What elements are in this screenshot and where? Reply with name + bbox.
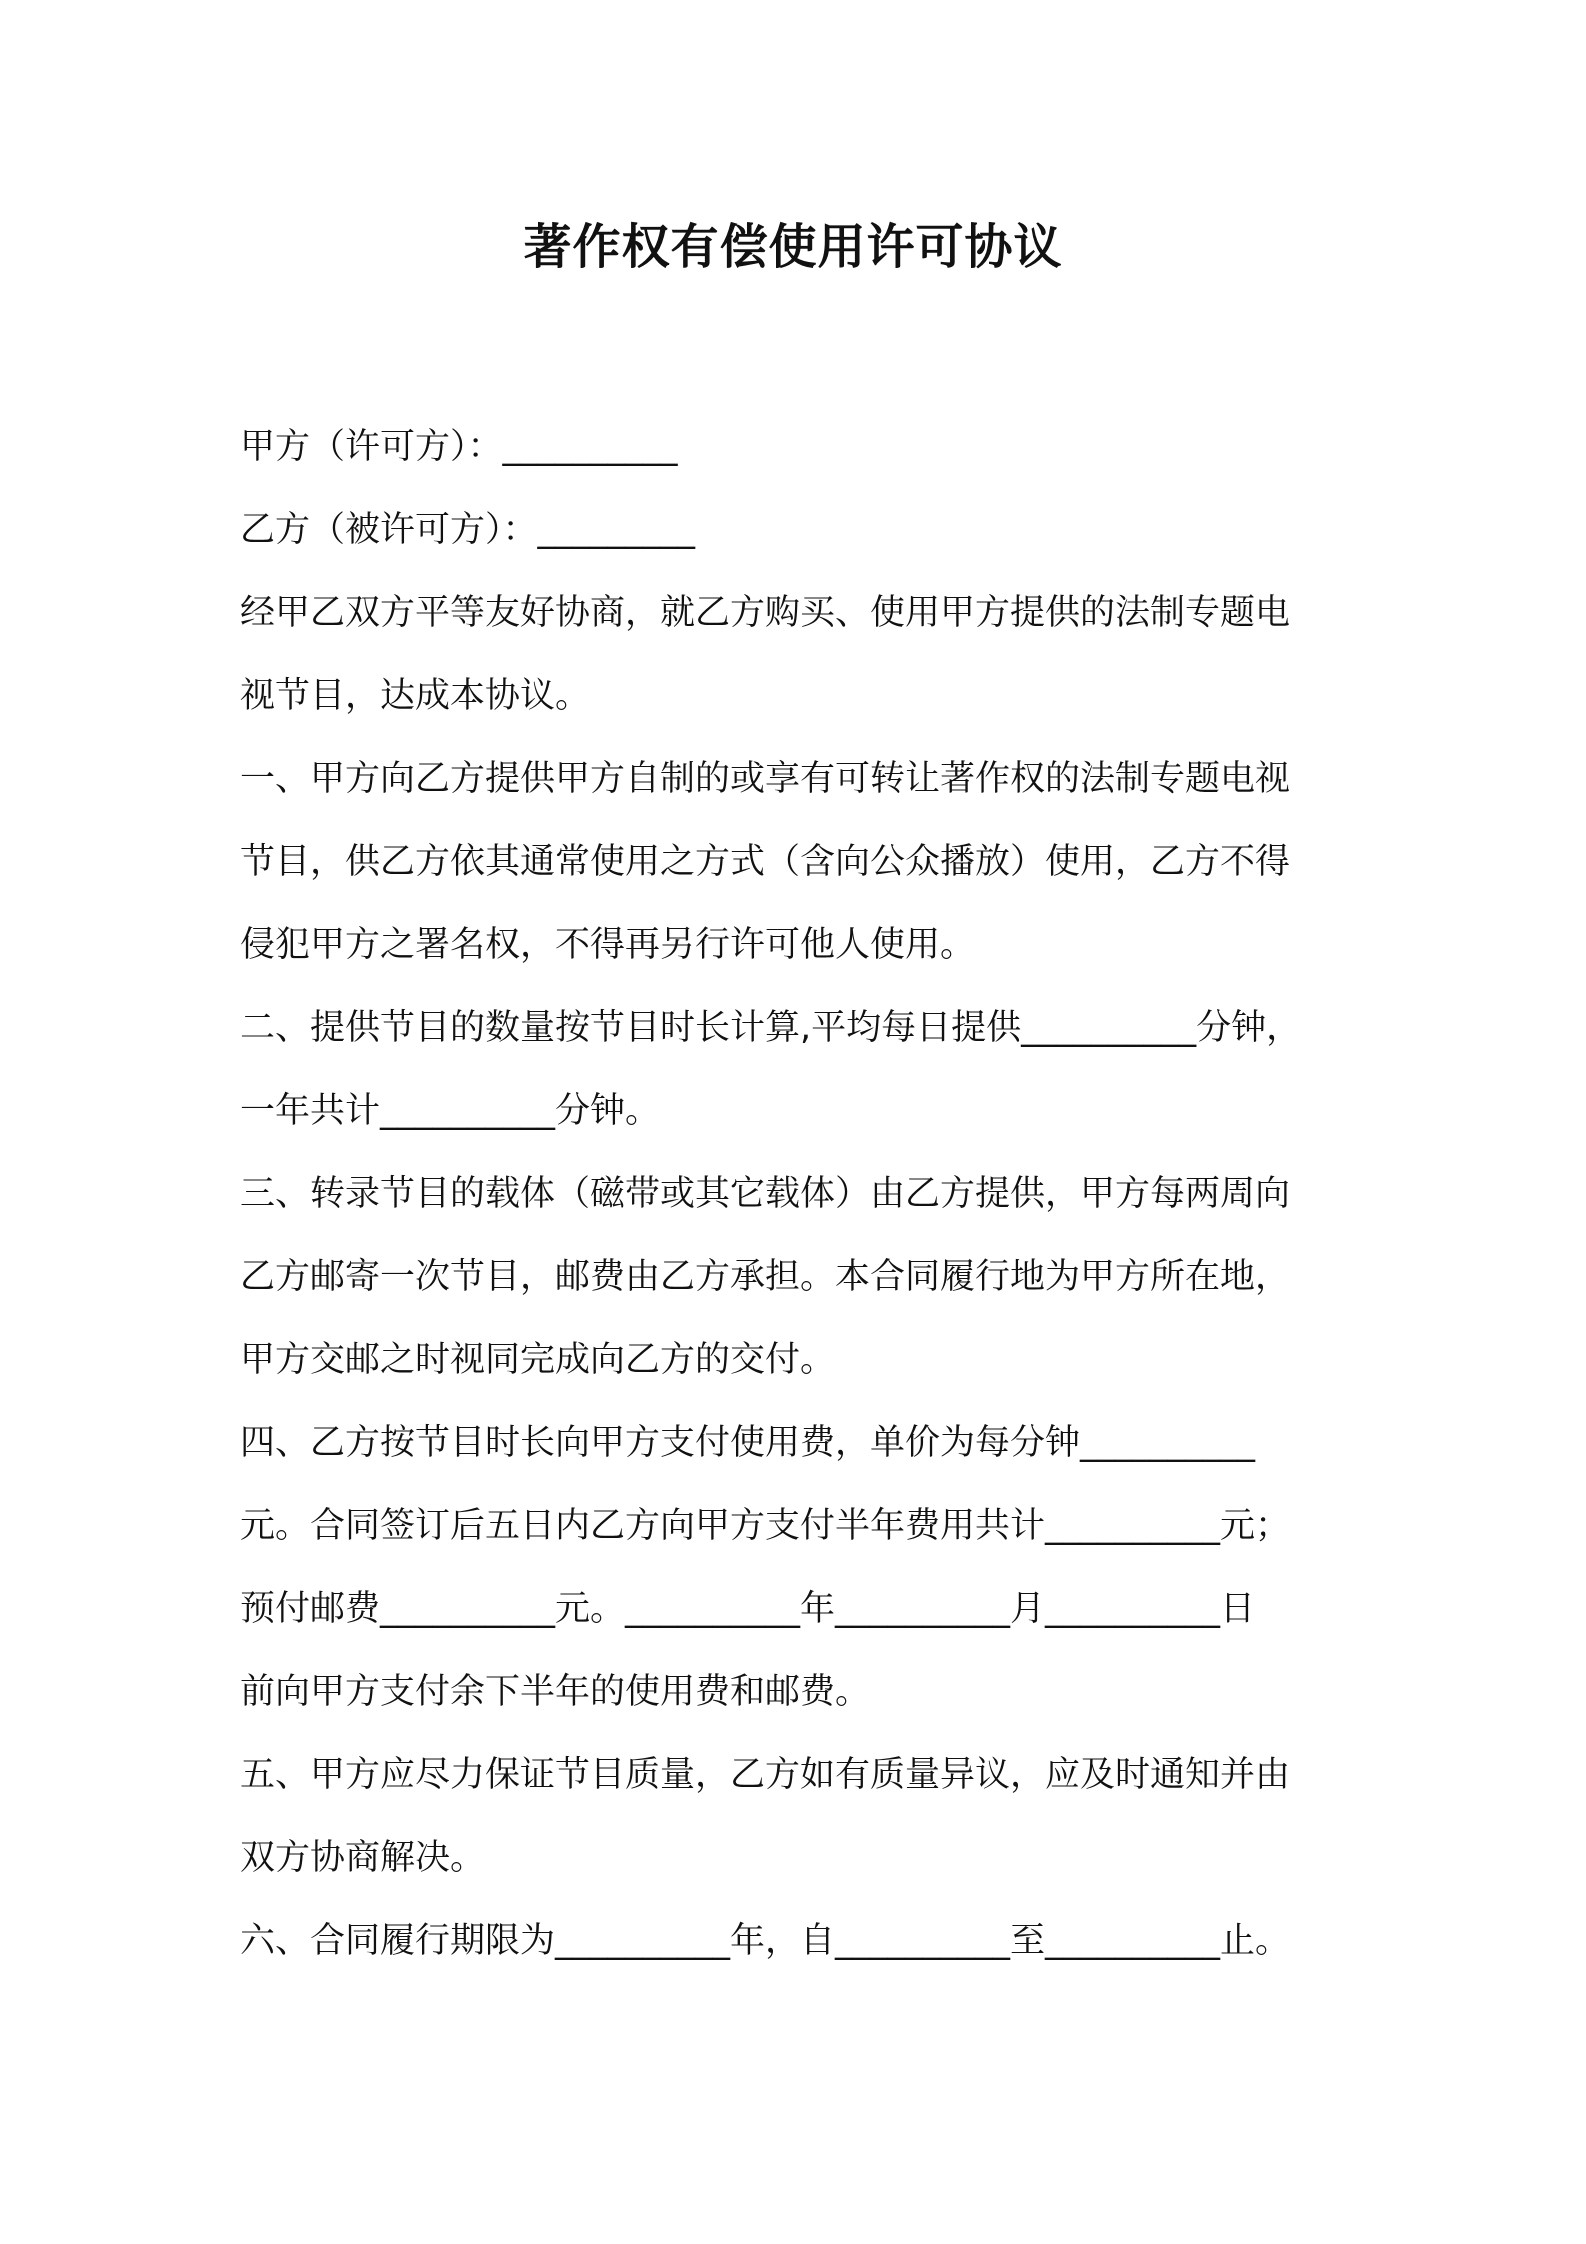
clause-2-line-1: 二、提供节目的数量按节目时长计算,平均每日提供__________分钟， bbox=[240, 1008, 1302, 1048]
clause-3-line-3: 甲方交邮之时视同完成向乙方的交付。 bbox=[240, 1340, 836, 1380]
clause-1-line-2: 节目，供乙方依其通常使用之方式（含向公众播放）使用，乙方不得 bbox=[240, 842, 1291, 882]
document-title: 著作权有偿使用许可协议 bbox=[523, 219, 1063, 275]
clause-4-line-2: 元。合同签订后五日内乙方向甲方支付半年费用共计__________元； bbox=[240, 1506, 1291, 1546]
document-body bbox=[240, 406, 1350, 1983]
clause-1-line-3: 侵犯甲方之署名权，不得再另行许可他人使用。 bbox=[240, 925, 976, 965]
clause-4-line-3: 预付邮费__________元。__________年__________月__________日 bbox=[240, 1589, 1256, 1629]
clause-6-line-1: 六、合同履行期限为__________年，自__________至__________止。 bbox=[240, 1921, 1291, 1961]
clause-1-line-1: 一、甲方向乙方提供甲方自制的或享有可转让著作权的法制专题电视 bbox=[240, 759, 1291, 799]
preamble-line-2: 视节目，达成本协议。 bbox=[240, 676, 591, 716]
party-a-line: 甲方（许可方）：__________ bbox=[240, 427, 678, 467]
clause-2-line-2: 一年共计__________分钟。 bbox=[240, 1091, 661, 1131]
clause-4-line-4: 前向甲方支付余下半年的使用费和邮费。 bbox=[240, 1672, 871, 1712]
clause-5-line-2: 双方协商解决。 bbox=[240, 1838, 486, 1878]
preamble-line-1: 经甲乙双方平等友好协商，就乙方购买、使用甲方提供的法制专题电 bbox=[240, 593, 1291, 633]
party-b-line: 乙方（被许可方）：_________ bbox=[240, 510, 696, 550]
clause-5-line-1: 五、甲方应尽力保证节目质量，乙方如有质量异议，应及时通知并由 bbox=[240, 1755, 1291, 1795]
clause-4-line-1: 四、乙方按节目时长向甲方支付使用费，单价为每分钟__________ bbox=[240, 1423, 1256, 1463]
clause-3-line-2: 乙方邮寄一次节目，邮费由乙方承担。本合同履行地为甲方所在地， bbox=[240, 1257, 1291, 1297]
clause-3-line-1: 三、转录节目的载体（磁带或其它载体）由乙方提供，甲方每两周向 bbox=[240, 1174, 1291, 1214]
